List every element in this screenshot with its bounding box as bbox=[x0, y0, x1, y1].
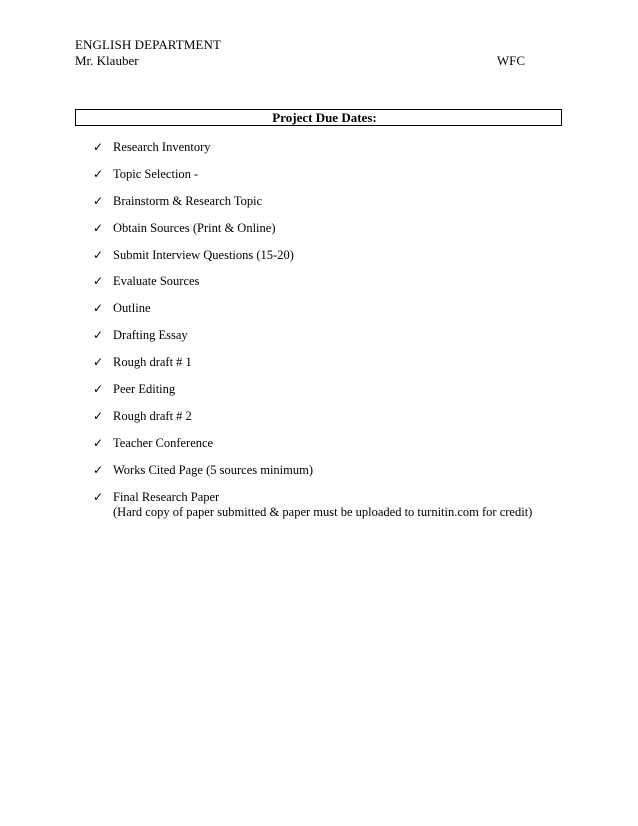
list-item-label: Brainstorm & Research Topic bbox=[113, 193, 263, 208]
list-item-label: Final Research Paper bbox=[113, 489, 220, 504]
list-item-label: Rough draft # 1 bbox=[113, 355, 192, 370]
check-icon: ✓ bbox=[93, 328, 104, 343]
list-item bbox=[93, 328, 532, 355]
school-code: WFC bbox=[496, 53, 525, 68]
list-item-label: Teacher Conference bbox=[113, 435, 214, 450]
check-icon: ✓ bbox=[93, 382, 104, 397]
check-icon: ✓ bbox=[93, 435, 104, 450]
list-item-label: Works Cited Page (5 sources minimum) bbox=[113, 462, 314, 477]
check-icon: ✓ bbox=[93, 355, 104, 370]
check-icon: ✓ bbox=[93, 408, 104, 423]
list-item bbox=[93, 221, 532, 248]
list-item bbox=[93, 167, 532, 194]
check-icon: ✓ bbox=[93, 274, 104, 289]
list-item bbox=[93, 301, 532, 328]
check-icon: ✓ bbox=[93, 489, 104, 504]
list-item bbox=[93, 248, 532, 275]
list-item-note: (Hard copy of paper submitted & paper must be uploaded to turnitin.com for credit) bbox=[113, 504, 533, 519]
list-item-label: Submit Interview Questions (15-20) bbox=[113, 247, 294, 262]
list-item bbox=[93, 382, 532, 409]
list-item bbox=[93, 274, 532, 301]
list-item-label: Rough draft # 2 bbox=[113, 408, 192, 423]
list-item bbox=[93, 409, 532, 436]
list-item-label: Topic Selection - bbox=[113, 166, 199, 181]
department-heading: ENGLISH DEPARTMENT bbox=[75, 37, 222, 52]
list-item-label: Peer Editing bbox=[113, 382, 176, 397]
teacher-name: Mr. Klauber bbox=[75, 53, 139, 68]
page-title: Project Due Dates: bbox=[272, 110, 377, 125]
list-item-label: Drafting Essay bbox=[113, 328, 188, 343]
list-item bbox=[93, 355, 532, 382]
check-icon: ✓ bbox=[93, 193, 104, 208]
check-icon: ✓ bbox=[93, 301, 104, 316]
check-icon: ✓ bbox=[93, 462, 104, 477]
list-item bbox=[93, 436, 532, 463]
list-item-label: Evaluate Sources bbox=[113, 274, 200, 289]
title-box bbox=[75, 109, 562, 126]
list-item bbox=[93, 194, 532, 221]
check-icon: ✓ bbox=[93, 247, 104, 262]
list-item-label: Obtain Sources (Print & Online) bbox=[113, 220, 276, 235]
checklist bbox=[93, 140, 533, 519]
check-icon: ✓ bbox=[93, 140, 104, 154]
list-item bbox=[93, 463, 532, 490]
check-icon: ✓ bbox=[93, 220, 104, 235]
list-item bbox=[93, 140, 532, 167]
list-item bbox=[93, 490, 532, 517]
list-item-label: Research Inventory bbox=[113, 140, 211, 154]
check-icon: ✓ bbox=[93, 166, 104, 181]
list-item-label: Outline bbox=[113, 301, 151, 316]
